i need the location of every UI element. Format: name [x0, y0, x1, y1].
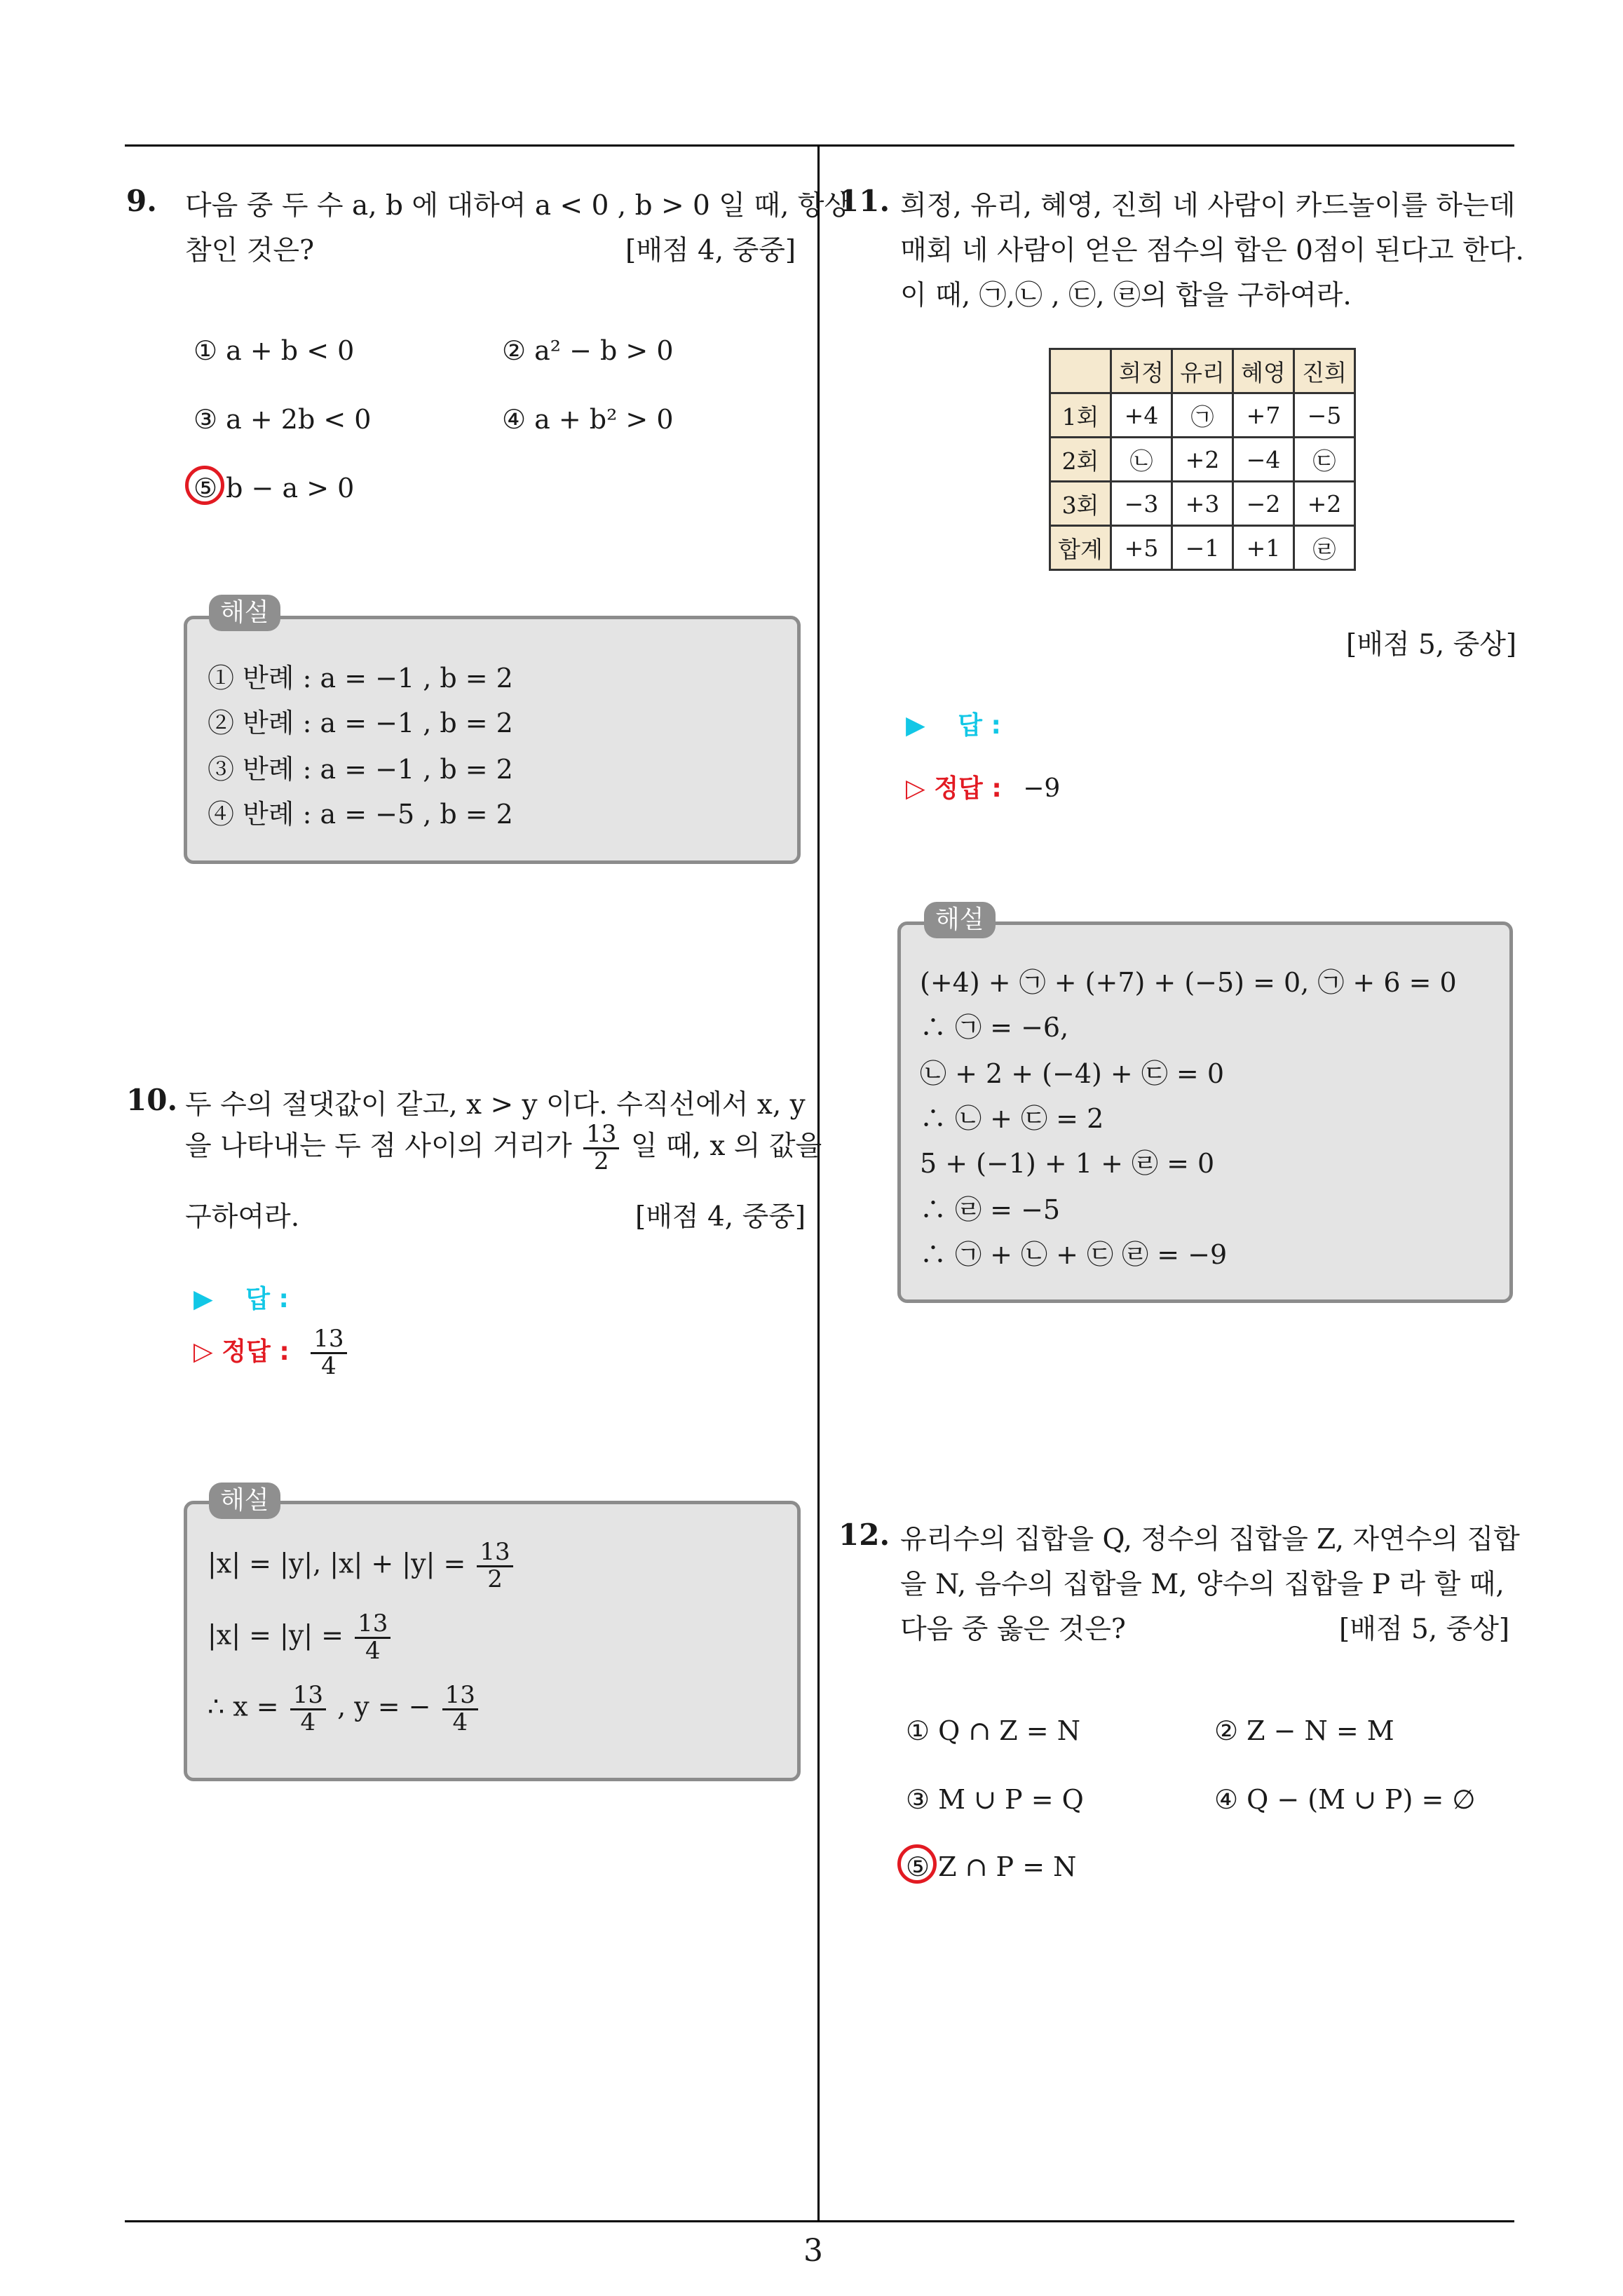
explanation-line: ③ 반례 : a = −1 , b = 2	[208, 754, 513, 785]
column-divider	[817, 144, 820, 2222]
question-number: 12.	[838, 1518, 890, 1552]
table-cell: +2	[1172, 438, 1233, 482]
table-row-header: 2회	[1050, 438, 1111, 482]
explanation-text: |x| = |y|, |x| + |y| =	[208, 1548, 466, 1579]
explanation-line	[208, 1540, 516, 1592]
fraction-numerator: 13	[477, 1540, 512, 1567]
question-text: 참인 것은?	[185, 235, 315, 266]
score-table	[1049, 348, 1356, 571]
table-header-row	[1050, 349, 1355, 393]
option-4[interactable]: ④ Q − (M ∪ P) = ∅	[1214, 1784, 1476, 1815]
table-header-cell: 혜영	[1233, 349, 1294, 393]
correct-answer-value: −9	[1023, 774, 1061, 803]
score-label: [배점 4, 중중]	[625, 235, 796, 266]
table-header-cell: 진희	[1294, 349, 1355, 393]
correct-answer-row	[193, 1327, 350, 1379]
table-row-header: 합계	[1050, 526, 1111, 570]
question-text-part: 을 나타내는 두 점 사이의 거리가	[185, 1130, 572, 1163]
explanation-text: , y = −	[337, 1691, 431, 1722]
fraction	[355, 1609, 391, 1665]
bottom-rule	[125, 2220, 1514, 2222]
explanation-line: (+4) + ㉠ + (+7) + (−5) = 0, ㉠ + 6 = 0	[920, 967, 1457, 998]
outline-arrow-icon: ▷	[906, 774, 925, 803]
question-number: 9.	[126, 184, 157, 218]
fraction-denominator: 4	[321, 1351, 337, 1380]
table-cell: −1	[1172, 526, 1233, 570]
answer-row	[906, 705, 1001, 741]
table-cell: ㉠	[1172, 393, 1233, 438]
table-row	[1050, 393, 1355, 438]
question-text: 구하여라.	[185, 1201, 300, 1233]
explanation-line	[208, 1609, 393, 1665]
table-cell: +2	[1294, 482, 1355, 526]
explanation-line: ∴ ㉠ = −6,	[920, 1012, 1069, 1043]
table-cell: +3	[1172, 482, 1233, 526]
table-row-header: 3회	[1050, 482, 1111, 526]
table-cell: ㉡	[1111, 438, 1172, 482]
table-row	[1050, 438, 1355, 482]
fraction-numerator: 13	[583, 1122, 619, 1149]
explanation-tag: 해설	[209, 1483, 280, 1519]
table-cell: +7	[1233, 393, 1294, 438]
table-row	[1050, 482, 1355, 526]
outline-arrow-icon: ▷	[193, 1337, 213, 1367]
explanation-line: ∴ ㉠ + ㉡ + ㉢ ㉣ = −9	[920, 1239, 1228, 1270]
fraction	[583, 1122, 619, 1174]
fraction-numerator: 13	[311, 1327, 346, 1354]
answer-row	[193, 1279, 289, 1315]
table-cell: +1	[1233, 526, 1294, 570]
question-text	[185, 1122, 822, 1174]
fraction	[290, 1683, 326, 1735]
option-5[interactable]: ⑤ b − a > 0	[193, 473, 355, 504]
top-rule	[125, 144, 1514, 147]
table-cell: ㉣	[1294, 526, 1355, 570]
question-text: 매회 네 사람이 얻은 점수의 합은 0점이 된다고 한다.	[900, 235, 1524, 266]
question-text: 다음 중 두 수 a, b 에 대하여 a < 0 , b > 0 일 때, 항상	[185, 190, 851, 222]
table-cell: −5	[1294, 393, 1355, 438]
explanation-line: ④ 반례 : a = −5 , b = 2	[208, 799, 513, 830]
table-cell: ㉢	[1294, 438, 1355, 482]
question-text: 희정, 유리, 혜영, 진희 네 사람이 카드놀이를 하는데	[900, 190, 1516, 222]
option-2[interactable]: ② Z − N = M	[1214, 1715, 1394, 1746]
fraction-numerator: 13	[355, 1612, 391, 1639]
explanation-line: ② 반례 : a = −1 , b = 2	[208, 708, 513, 738]
option-5[interactable]: ⑤ Z ∩ P = N	[906, 1851, 1077, 1882]
question-number: 10.	[126, 1083, 178, 1117]
option-1[interactable]: ① a + b < 0	[193, 335, 355, 366]
explanation-line: 5 + (−1) + 1 + ㉣ = 0	[920, 1148, 1215, 1179]
fraction-denominator: 4	[300, 1708, 316, 1736]
correct-label: 정답 :	[934, 774, 1002, 803]
question-text: 을 N, 음수의 집합을 M, 양수의 집합을 P 라 할 때,	[900, 1569, 1505, 1600]
explanation-line: ① 반례 : a = −1 , b = 2	[208, 663, 513, 694]
explanation-line: ∴ ㉣ = −5	[920, 1194, 1061, 1225]
score-label: [배점 5, 중상]	[1346, 629, 1517, 661]
table-cell: −3	[1111, 482, 1172, 526]
score-label: [배점 4, 중중]	[635, 1201, 806, 1233]
page-number: 3	[803, 2233, 823, 2269]
question-text: 다음 중 옳은 것은?	[900, 1614, 1126, 1645]
table-header-cell: 희정	[1111, 349, 1172, 393]
option-3[interactable]: ③ M ∪ P = Q	[906, 1784, 1084, 1815]
fraction-denominator: 4	[452, 1708, 468, 1736]
explanation-line: ㉡ + 2 + (−4) + ㉢ = 0	[920, 1058, 1225, 1089]
answer-label: 답 :	[958, 711, 1001, 740]
explanation-tag: 해설	[924, 902, 996, 938]
fraction-denominator: 4	[365, 1636, 381, 1665]
explanation-tag: 해설	[209, 595, 280, 631]
table-cell: −2	[1233, 482, 1294, 526]
fraction-numerator: 13	[442, 1683, 478, 1710]
question-text-part: 일 때, x 의 값을	[630, 1130, 822, 1163]
question-text: 유리수의 집합을 Q, 정수의 집합을 Z, 자연수의 집합	[900, 1524, 1520, 1555]
fraction-denominator: 2	[593, 1147, 609, 1175]
correct-label: 정답 :	[222, 1337, 290, 1367]
fraction-numerator: 13	[290, 1683, 326, 1710]
option-1[interactable]: ① Q ∩ Z = N	[906, 1715, 1080, 1746]
fraction	[477, 1540, 512, 1592]
score-label: [배점 5, 중상]	[1339, 1614, 1510, 1645]
table-cell: −4	[1233, 438, 1294, 482]
explanation-text: |x| = |y| =	[208, 1619, 344, 1651]
correct-answer-fraction	[311, 1327, 346, 1379]
option-3[interactable]: ③ a + 2b < 0	[193, 404, 372, 435]
play-arrow-icon: ▶	[906, 711, 925, 740]
play-arrow-icon: ▶	[193, 1285, 213, 1314]
fraction-denominator: 2	[487, 1565, 503, 1593]
fraction	[442, 1683, 478, 1735]
question-text: 두 수의 절댓값이 같고, x > y 이다. 수직선에서 x, y	[185, 1089, 806, 1121]
table-cell: +5	[1111, 526, 1172, 570]
table-header-cell: 유리	[1172, 349, 1233, 393]
table-row	[1050, 526, 1355, 570]
table-cell: +4	[1111, 393, 1172, 438]
explanation-text: ∴ x =	[208, 1691, 279, 1722]
table-row-header: 1회	[1050, 393, 1111, 438]
explanation-line	[208, 1683, 481, 1735]
option-2[interactable]: ② a² − b > 0	[502, 335, 674, 366]
question-text: 이 때, ㉠,㉡ , ㉢, ㉣의 합을 구하여라.	[900, 280, 1352, 311]
option-4[interactable]: ④ a + b² > 0	[502, 404, 674, 435]
answer-label: 답 :	[245, 1285, 289, 1314]
correct-answer-row	[906, 769, 1060, 804]
table-header-cell	[1050, 349, 1111, 393]
explanation-line: ∴ ㉡ + ㉢ = 2	[920, 1103, 1104, 1134]
question-number: 11.	[838, 184, 890, 218]
